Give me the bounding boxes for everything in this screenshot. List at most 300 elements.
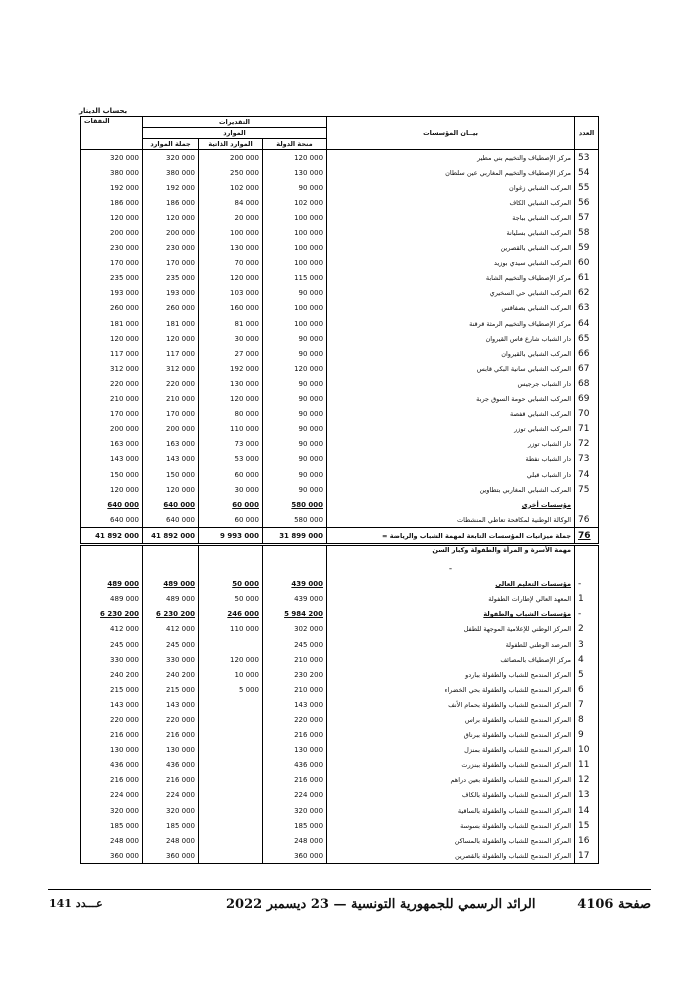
cell-exp: 240 200 <box>81 667 143 682</box>
cell-total: 220 000 <box>143 712 199 727</box>
cell-total: 320 000 <box>143 150 199 166</box>
cell-total: 412 000 <box>143 622 199 637</box>
cell-number: 12 <box>575 773 599 788</box>
cell-total: 489 000 <box>143 592 199 607</box>
table-row <box>81 728 599 743</box>
table-row <box>81 528 599 545</box>
table-row <box>81 482 599 497</box>
cell-number: 74 <box>575 467 599 482</box>
cell-grant: 210 000 <box>263 652 327 667</box>
cell-exp: 215 000 <box>81 682 143 697</box>
cell-total: 640 000 <box>143 512 199 528</box>
cell-number: 17 <box>575 848 599 864</box>
cell-grant: 120 000 <box>263 361 327 376</box>
cell-number: 66 <box>575 346 599 361</box>
cell-grant: 100 000 <box>263 241 327 256</box>
cell-total: 220 000 <box>143 376 199 391</box>
cell-own <box>199 545 263 562</box>
cell-own: 250 000 <box>199 165 263 180</box>
cell-exp: 170 000 <box>81 407 143 422</box>
cell-exp: 320 000 <box>81 150 143 166</box>
cell-description: مركز الإصطياف والتخييم الشابة <box>327 271 575 286</box>
cell-grant: 100 000 <box>263 301 327 316</box>
cell-number: 9 <box>575 728 599 743</box>
table-row <box>81 622 599 637</box>
table-body <box>81 150 599 864</box>
cell-description: المركز المندمج للشباب والطفولة بالساقية <box>327 803 575 818</box>
table-row <box>81 301 599 316</box>
cell-own <box>199 712 263 727</box>
header-state-grant: منحة الدولة <box>263 139 327 150</box>
cell-own <box>199 637 263 652</box>
cell-number: 76 <box>575 512 599 528</box>
cell-grant: 5 984 200 <box>263 607 327 622</box>
cell-own <box>199 818 263 833</box>
cell-grant: 31 899 000 <box>263 528 327 545</box>
cell-description: المركب الشبابي توزر <box>327 422 575 437</box>
cell-total: 6 230 200 <box>143 607 199 622</box>
cell-own: 103 000 <box>199 286 263 301</box>
cell-grant: 90 000 <box>263 392 327 407</box>
cell-description: المركب الشبابي حومة السوق جربة <box>327 392 575 407</box>
cell-total: 200 000 <box>143 225 199 240</box>
cell-grant: 439 000 <box>263 592 327 607</box>
cell-number: 64 <box>575 316 599 331</box>
cell-total: 130 000 <box>143 743 199 758</box>
cell-own <box>199 773 263 788</box>
table-row <box>81 562 599 577</box>
cell-description: مؤسسات أخرى <box>327 497 575 512</box>
cell-exp: 245 000 <box>81 637 143 652</box>
cell-grant: 130 000 <box>263 743 327 758</box>
cell-description: دار الشباب جرجيس <box>327 376 575 391</box>
cell-description: دار الشباب توزر <box>327 437 575 452</box>
cell-own: 80 000 <box>199 407 263 422</box>
table-row <box>81 437 599 452</box>
cell-total: 193 000 <box>143 286 199 301</box>
cell-number <box>575 562 599 577</box>
cell-exp: 170 000 <box>81 256 143 271</box>
table-row <box>81 331 599 346</box>
cell-grant: 302 000 <box>263 622 327 637</box>
header-own-resources: الموارد الذاتية <box>199 139 263 150</box>
cell-exp: 143 000 <box>81 697 143 712</box>
cell-total: 41 892 000 <box>143 528 199 545</box>
cell-total <box>143 562 199 577</box>
footer-divider <box>48 889 651 890</box>
header-estimates: التقديرات <box>143 117 327 128</box>
cell-number: 55 <box>575 180 599 195</box>
cell-own: 27 000 <box>199 346 263 361</box>
cell-exp: 640 000 <box>81 497 143 512</box>
cell-exp: 192 000 <box>81 180 143 195</box>
issue-number: عـــدد 141 <box>49 897 103 910</box>
cell-description: المركب الشبابي بصفاقس <box>327 301 575 316</box>
cell-grant: 102 000 <box>263 195 327 210</box>
cell-total: 192 000 <box>143 180 199 195</box>
cell-exp: 489 000 <box>81 592 143 607</box>
cell-own: 60 000 <box>199 512 263 528</box>
cell-own: 110 000 <box>199 622 263 637</box>
cell-number: 6 <box>575 682 599 697</box>
cell-own: 30 000 <box>199 482 263 497</box>
cell-total <box>143 545 199 562</box>
cell-total: 248 000 <box>143 833 199 848</box>
cell-exp: 216 000 <box>81 773 143 788</box>
table-row <box>81 697 599 712</box>
cell-own: 160 000 <box>199 301 263 316</box>
cell-description: دار الشباب شارع فاس القيروان <box>327 331 575 346</box>
cell-grant: 216 000 <box>263 728 327 743</box>
cell-description: المركز المندمج للشباب والطفولة بحمام الأنف <box>327 697 575 712</box>
table-row <box>81 392 599 407</box>
cell-exp: 193 000 <box>81 286 143 301</box>
cell-own: 102 000 <box>199 180 263 195</box>
cell-exp: 186 000 <box>81 195 143 210</box>
cell-number: 10 <box>575 743 599 758</box>
cell-grant: 220 000 <box>263 712 327 727</box>
cell-number: 16 <box>575 833 599 848</box>
table-row <box>81 758 599 773</box>
cell-exp: 320 000 <box>81 803 143 818</box>
header-description: بيــان المؤسسات <box>327 117 575 150</box>
cell-number: 59 <box>575 241 599 256</box>
cell-description: المركز المندمج للشباب والطفولة بسوسة <box>327 818 575 833</box>
cell-total: 170 000 <box>143 407 199 422</box>
cell-own <box>199 848 263 864</box>
cell-own: 130 000 <box>199 241 263 256</box>
cell-total: 120 000 <box>143 331 199 346</box>
cell-description: المعهد العالي لإطارات الطفولة <box>327 592 575 607</box>
table-row <box>81 788 599 803</box>
cell-description: المركز المندمج للشباب والطفولة بمنزل <box>327 743 575 758</box>
table-row <box>81 180 599 195</box>
cell-exp: 6 230 200 <box>81 607 143 622</box>
cell-exp: 248 000 <box>81 833 143 848</box>
cell-own <box>199 833 263 848</box>
table-row <box>81 241 599 256</box>
table-row <box>81 150 599 166</box>
cell-own: 50 000 <box>199 577 263 592</box>
table-row <box>81 225 599 240</box>
cell-own: 70 000 <box>199 256 263 271</box>
cell-number: 11 <box>575 758 599 773</box>
cell-grant: 90 000 <box>263 482 327 497</box>
cell-own: 20 000 <box>199 210 263 225</box>
cell-own: 60 000 <box>199 497 263 512</box>
cell-number: - <box>575 577 599 592</box>
cell-total: 120 000 <box>143 482 199 497</box>
cell-number: 8 <box>575 712 599 727</box>
cell-description: المركب الشبابي بباجة <box>327 210 575 225</box>
table-row <box>81 512 599 528</box>
cell-exp: 312 000 <box>81 361 143 376</box>
cell-description: المركب الشبابي سيدي بوزيد <box>327 256 575 271</box>
cell-exp: 330 000 <box>81 652 143 667</box>
cell-description: المركب الشبابي زغوان <box>327 180 575 195</box>
cell-grant: 100 000 <box>263 225 327 240</box>
cell-grant: 115 000 <box>263 271 327 286</box>
cell-number: 68 <box>575 376 599 391</box>
cell-grant: 100 000 <box>263 316 327 331</box>
cell-total: 216 000 <box>143 728 199 743</box>
table-row <box>81 422 599 437</box>
cell-total: 181 000 <box>143 316 199 331</box>
cell-description: المركز الوطني للإعلامية الموجهة للطفل <box>327 622 575 637</box>
cell-description: المركز المندمج للشباب والطفولة بالكاف <box>327 788 575 803</box>
cell-exp: 230 000 <box>81 241 143 256</box>
cell-total: 117 000 <box>143 346 199 361</box>
cell-exp: 163 000 <box>81 437 143 452</box>
cell-total: 360 000 <box>143 848 199 864</box>
cell-exp: 220 000 <box>81 712 143 727</box>
cell-description: مؤسسات التعليم العالي <box>327 577 575 592</box>
table-row <box>81 452 599 467</box>
cell-number: 65 <box>575 331 599 346</box>
cell-number: 76 <box>575 528 599 545</box>
cell-own: 192 000 <box>199 361 263 376</box>
cell-total: 245 000 <box>143 637 199 652</box>
cell-exp: 436 000 <box>81 758 143 773</box>
cell-description: المركز المندمج للشباب والطفولة بالقصرين <box>327 848 575 864</box>
cell-number: 61 <box>575 271 599 286</box>
cell-total: 230 000 <box>143 241 199 256</box>
cell-own: 9 993 000 <box>199 528 263 545</box>
cell-number: 5 <box>575 667 599 682</box>
cell-total: 224 000 <box>143 788 199 803</box>
cell-own: 53 000 <box>199 452 263 467</box>
cell-own: 30 000 <box>199 331 263 346</box>
cell-total: 235 000 <box>143 271 199 286</box>
cell-exp <box>81 562 143 577</box>
table-row <box>81 271 599 286</box>
cell-description: الوكالة الوطنية لمكافحة تعاطي المنشطات <box>327 512 575 528</box>
cell-exp: 120 000 <box>81 210 143 225</box>
table-row <box>81 848 599 864</box>
cell-grant: 90 000 <box>263 376 327 391</box>
cell-description: جملة ميزانيات المؤسسات التابعة لمهمة الشباب والرياضة = <box>327 528 575 545</box>
cell-total: 320 000 <box>143 803 199 818</box>
cell-number: 56 <box>575 195 599 210</box>
cell-description: المركب الشبابي بسليانة <box>327 225 575 240</box>
cell-number: 4 <box>575 652 599 667</box>
cell-own: 120 000 <box>199 271 263 286</box>
cell-number: 69 <box>575 392 599 407</box>
cell-total: 186 000 <box>143 195 199 210</box>
table-row <box>81 818 599 833</box>
cell-grant: 580 000 <box>263 497 327 512</box>
cell-grant: 224 000 <box>263 788 327 803</box>
cell-number <box>575 545 599 562</box>
cell-number: 15 <box>575 818 599 833</box>
cell-grant: 439 000 <box>263 577 327 592</box>
cell-number: 13 <box>575 788 599 803</box>
cell-own: 246 000 <box>199 607 263 622</box>
cell-number <box>575 497 599 512</box>
cell-number: 57 <box>575 210 599 225</box>
table-row <box>81 407 599 422</box>
cell-own <box>199 803 263 818</box>
cell-own: 73 000 <box>199 437 263 452</box>
cell-own: 120 000 <box>199 652 263 667</box>
cell-grant: 100 000 <box>263 210 327 225</box>
cell-grant: 90 000 <box>263 422 327 437</box>
cell-exp: 224 000 <box>81 788 143 803</box>
cell-grant: 90 000 <box>263 286 327 301</box>
cell-grant: 120 000 <box>263 150 327 166</box>
cell-description: المركز المندمج للشباب والطفولة بباردو <box>327 667 575 682</box>
cell-description: المركز المندمج للشباب والطفولة براس <box>327 712 575 727</box>
header-number: العدد <box>575 117 599 150</box>
table-row <box>81 256 599 271</box>
cell-exp: 489 000 <box>81 577 143 592</box>
cell-exp: 380 000 <box>81 165 143 180</box>
cell-own: 110 000 <box>199 422 263 437</box>
cell-own: 84 000 <box>199 195 263 210</box>
cell-total: 143 000 <box>143 697 199 712</box>
cell-total: 216 000 <box>143 773 199 788</box>
gazette-title: الرائد الرسمي للجمهورية التونسية — 23 ديسمبر 2022 <box>226 897 536 912</box>
cell-description: المركب الشبابي بالقيروان <box>327 346 575 361</box>
table-row <box>81 195 599 210</box>
cell-total: 312 000 <box>143 361 199 376</box>
cell-exp: 220 000 <box>81 376 143 391</box>
cell-own: 120 000 <box>199 392 263 407</box>
cell-grant: 245 000 <box>263 637 327 652</box>
cell-number: 54 <box>575 165 599 180</box>
table-row <box>81 376 599 391</box>
cell-grant: 143 000 <box>263 697 327 712</box>
cell-exp: 185 000 <box>81 818 143 833</box>
cell-own <box>199 788 263 803</box>
cell-exp: 235 000 <box>81 271 143 286</box>
table-row <box>81 467 599 482</box>
cell-own: 200 000 <box>199 150 263 166</box>
cell-exp: 412 000 <box>81 622 143 637</box>
cell-number: 72 <box>575 437 599 452</box>
cell-own <box>199 743 263 758</box>
cell-own <box>199 728 263 743</box>
cell-own <box>199 697 263 712</box>
cell-grant: 320 000 <box>263 803 327 818</box>
cell-total: 210 000 <box>143 392 199 407</box>
cell-grant: 436 000 <box>263 758 327 773</box>
cell-description: المركب الشبابي المغاربي بتطاوين <box>327 482 575 497</box>
table-row <box>81 743 599 758</box>
cell-exp: 130 000 <box>81 743 143 758</box>
cell-description: المركب الشبابي سانية البكي قابس <box>327 361 575 376</box>
table-row <box>81 577 599 592</box>
cell-grant: 216 000 <box>263 773 327 788</box>
cell-description: المركب الشبابي قفصة <box>327 407 575 422</box>
cell-exp: 640 000 <box>81 512 143 528</box>
cell-description: المركب الشبابي بالقصرين <box>327 241 575 256</box>
cell-description: المركز المندمج للشباب والطفولة ببنزرت <box>327 758 575 773</box>
cell-total: 120 000 <box>143 210 199 225</box>
cell-number: 62 <box>575 286 599 301</box>
cell-number: 53 <box>575 150 599 166</box>
table-row <box>81 667 599 682</box>
cell-number: 7 <box>575 697 599 712</box>
cell-grant: 90 000 <box>263 467 327 482</box>
cell-description: مؤسسات الشباب والطفولة <box>327 607 575 622</box>
table-row <box>81 286 599 301</box>
cell-total: 240 200 <box>143 667 199 682</box>
cell-description: مركز الإصطياف والتخييم بني مطير <box>327 150 575 166</box>
cell-total: 143 000 <box>143 452 199 467</box>
cell-description: المركب الشبابي حي السخيري <box>327 286 575 301</box>
cell-grant: 90 000 <box>263 407 327 422</box>
cell-own: 5 000 <box>199 682 263 697</box>
cell-grant: 230 200 <box>263 667 327 682</box>
table-row <box>81 637 599 652</box>
cell-exp: 216 000 <box>81 728 143 743</box>
cell-description: المركز المندمج للشباب والطفولة بالمساكن <box>327 833 575 848</box>
cell-total: 185 000 <box>143 818 199 833</box>
cell-own: 60 000 <box>199 467 263 482</box>
cell-description: دار الشباب قبلي <box>327 467 575 482</box>
cell-own: 100 000 <box>199 225 263 240</box>
cell-grant <box>263 545 327 562</box>
cell-description: المركز المندمج للشباب والطفولة ببرناق <box>327 728 575 743</box>
cell-number: 2 <box>575 622 599 637</box>
cell-total: 640 000 <box>143 497 199 512</box>
cell-grant <box>263 562 327 577</box>
table-row <box>81 545 599 562</box>
page-number: صفحة 4106 <box>577 897 651 912</box>
cell-exp: 143 000 <box>81 452 143 467</box>
table-row <box>81 803 599 818</box>
cell-description: مركز الإصطياف بالمصائف <box>327 652 575 667</box>
cell-number: 1 <box>575 592 599 607</box>
cell-description: مركز الإصطياف والتخييم المغاربي عين سلطان <box>327 165 575 180</box>
cell-own <box>199 562 263 577</box>
cell-description: المرصد الوطني للطفولة <box>327 637 575 652</box>
table-row <box>81 165 599 180</box>
cell-total: 170 000 <box>143 256 199 271</box>
cell-own: 10 000 <box>199 667 263 682</box>
cell-own: 130 000 <box>199 376 263 391</box>
cell-number: - <box>575 607 599 622</box>
cell-exp: 360 000 <box>81 848 143 864</box>
cell-own: 81 000 <box>199 316 263 331</box>
cell-number: 14 <box>575 803 599 818</box>
cell-description: المركب الشبابي الكاف <box>327 195 575 210</box>
cell-number: 71 <box>575 422 599 437</box>
table-row <box>81 652 599 667</box>
cell-number: 67 <box>575 361 599 376</box>
cell-number: 58 <box>575 225 599 240</box>
cell-exp: 260 000 <box>81 301 143 316</box>
cell-exp: 41 892 000 <box>81 528 143 545</box>
cell-grant: 248 000 <box>263 833 327 848</box>
table-row <box>81 592 599 607</box>
cell-grant: 90 000 <box>263 346 327 361</box>
table-row <box>81 773 599 788</box>
cell-number: 75 <box>575 482 599 497</box>
budget-table <box>80 116 599 864</box>
cell-total: 150 000 <box>143 467 199 482</box>
cell-grant: 90 000 <box>263 437 327 452</box>
header-resources: الموارد <box>143 128 327 139</box>
cell-exp <box>81 545 143 562</box>
cell-description: دار الشباب نفطة <box>327 452 575 467</box>
cell-own <box>199 758 263 773</box>
table-row <box>81 712 599 727</box>
cell-exp: 200 000 <box>81 422 143 437</box>
cell-exp: 117 000 <box>81 346 143 361</box>
cell-exp: 181 000 <box>81 316 143 331</box>
